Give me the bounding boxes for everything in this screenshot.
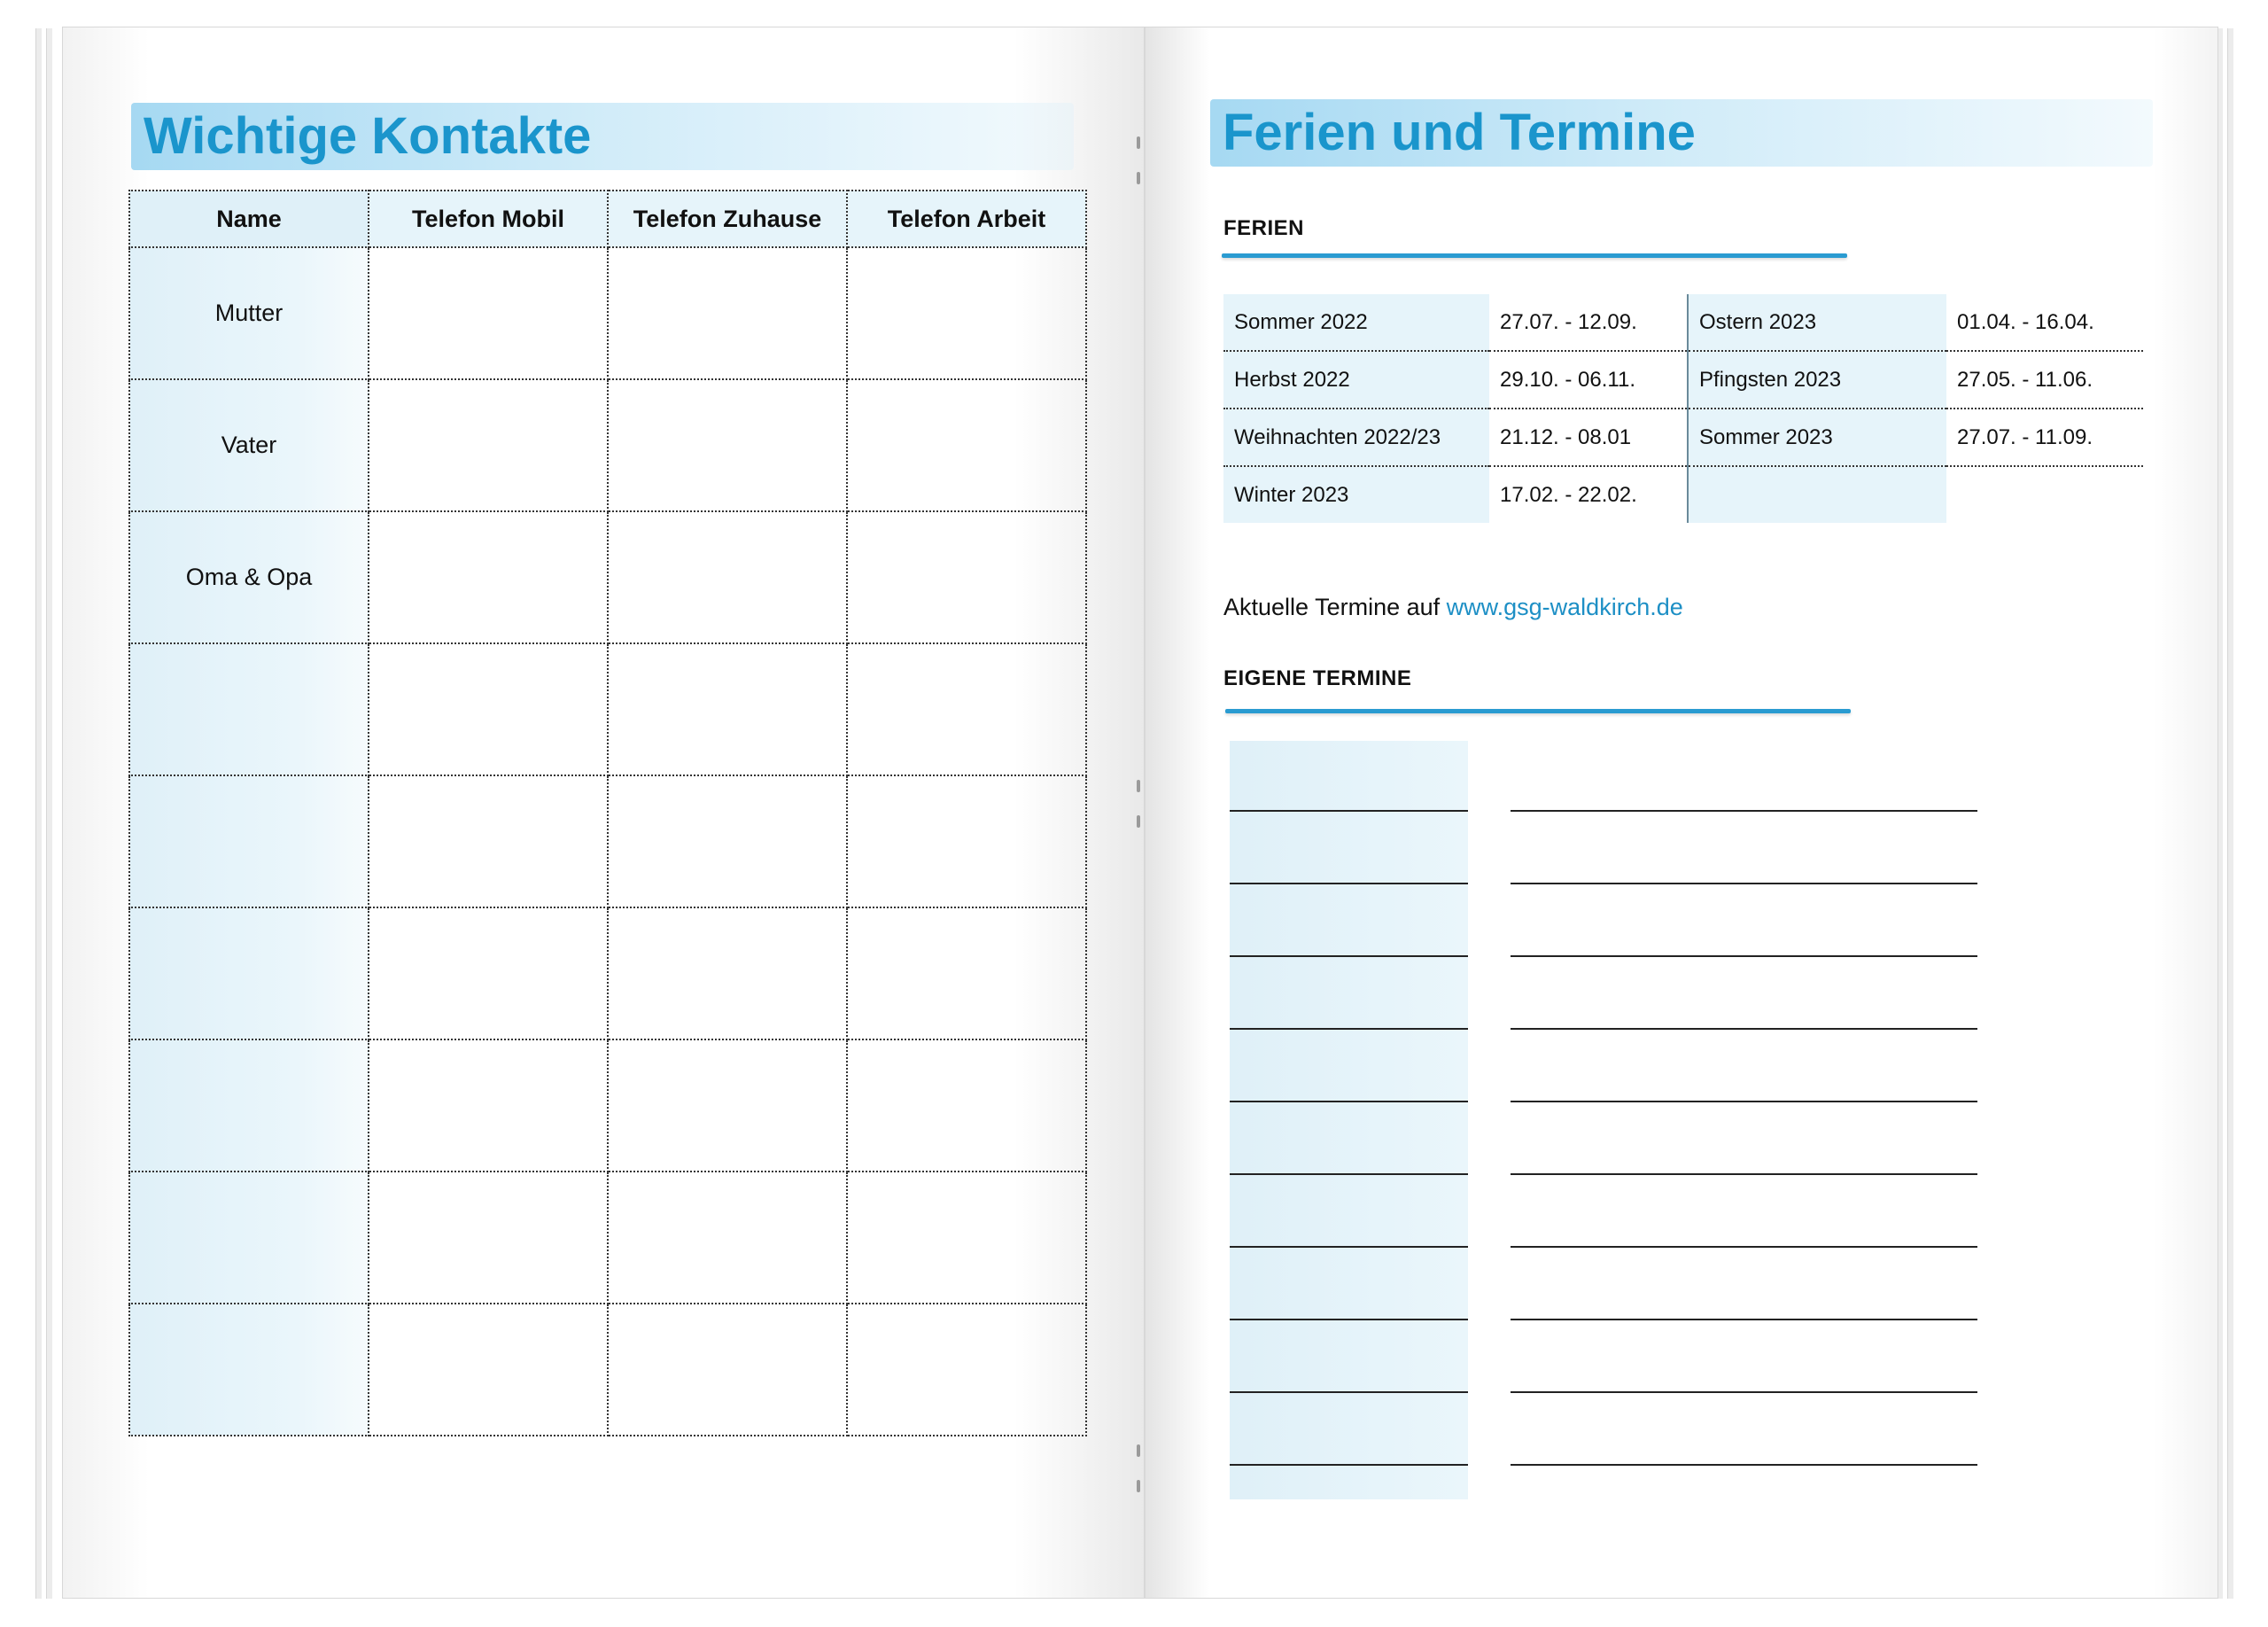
- phone-mobile-cell[interactable]: [369, 907, 608, 1039]
- entry-line[interactable]: [1511, 955, 1977, 957]
- ferien-heading: FERIEN: [1223, 216, 1305, 240]
- contact-name-cell[interactable]: [129, 1172, 369, 1304]
- phone-work-cell[interactable]: [847, 775, 1086, 907]
- eigene-termine-heading: EIGENE TERMINE: [1223, 666, 1412, 690]
- entry-line[interactable]: [1511, 1319, 1977, 1320]
- contact-name-cell: Oma & Opa: [129, 511, 369, 643]
- contact-name-cell[interactable]: [129, 643, 369, 775]
- phone-work-cell[interactable]: [847, 1172, 1086, 1304]
- ferien-table: [1223, 294, 2143, 523]
- phone-home-cell[interactable]: [608, 511, 847, 643]
- page-edge-left-inner: [46, 28, 52, 1599]
- phone-work-cell[interactable]: [847, 1304, 1086, 1436]
- table-row: [1223, 294, 2143, 351]
- phone-mobile-cell[interactable]: [369, 1172, 608, 1304]
- ferien-name: [1688, 466, 1946, 523]
- table-row: [129, 907, 1086, 1039]
- table-row: [1223, 409, 2143, 466]
- phone-home-cell[interactable]: [608, 643, 847, 775]
- ferien-name: Winter 2023: [1223, 466, 1489, 523]
- date-line[interactable]: [1230, 1028, 1468, 1030]
- date-line[interactable]: [1230, 883, 1468, 884]
- entry-line[interactable]: [1511, 810, 1977, 812]
- date-line[interactable]: [1230, 1319, 1468, 1320]
- table-row: [129, 1304, 1086, 1436]
- ferien-underline: [1222, 253, 1847, 258]
- termine-link[interactable]: www.gsg-waldkirch.de: [1446, 594, 1683, 620]
- ferien-name: Pfingsten 2023: [1688, 351, 1946, 409]
- entry-line[interactable]: [1511, 1173, 1977, 1175]
- entry-line[interactable]: [1511, 1246, 1977, 1248]
- page-edge-left: [35, 28, 42, 1599]
- termine-date-column: [1230, 741, 1468, 1499]
- header-telefon-arbeit: Telefon Arbeit: [847, 191, 1086, 247]
- date-line[interactable]: [1230, 1464, 1468, 1466]
- date-line[interactable]: [1230, 1246, 1468, 1248]
- phone-work-cell[interactable]: [847, 907, 1086, 1039]
- ferien-name: Sommer 2023: [1688, 409, 1946, 466]
- contacts-title: Wichtige Kontakte: [131, 103, 1074, 170]
- contact-name-cell[interactable]: [129, 775, 369, 907]
- ferien-name: Sommer 2022: [1223, 294, 1489, 351]
- phone-home-cell[interactable]: [608, 775, 847, 907]
- staple-mark: [1137, 1480, 1140, 1492]
- table-row: [1223, 466, 2143, 523]
- ferien-termine-title: Ferien und Termine: [1210, 99, 2153, 167]
- phone-home-cell[interactable]: [608, 1304, 847, 1436]
- staple-mark: [1137, 815, 1140, 828]
- phone-work-cell[interactable]: [847, 247, 1086, 379]
- phone-mobile-cell[interactable]: [369, 1304, 608, 1436]
- table-row: [129, 775, 1086, 907]
- ferien-date: 27.05. - 11.06.: [1946, 351, 2143, 409]
- date-line[interactable]: [1230, 810, 1468, 812]
- table-row: [129, 379, 1086, 511]
- header-name: Name: [129, 191, 369, 247]
- header-telefon-mobil: Telefon Mobil: [369, 191, 608, 247]
- table-row: [129, 1172, 1086, 1304]
- phone-work-cell[interactable]: [847, 1039, 1086, 1172]
- date-line[interactable]: [1230, 1101, 1468, 1102]
- staple-mark: [1137, 136, 1140, 149]
- table-row: [129, 643, 1086, 775]
- ferien-name: Weihnachten 2022/23: [1223, 409, 1489, 466]
- ferien-date: 27.07. - 12.09.: [1489, 294, 1688, 351]
- ferien-date: 29.10. - 06.11.: [1489, 351, 1688, 409]
- entry-line[interactable]: [1511, 1101, 1977, 1102]
- staple-mark: [1137, 780, 1140, 792]
- page-edge-right-inner: [2227, 28, 2233, 1599]
- contact-name-cell: Mutter: [129, 247, 369, 379]
- contacts-table: [128, 190, 1087, 1436]
- phone-mobile-cell[interactable]: [369, 775, 608, 907]
- termine-info: [1223, 594, 1683, 621]
- table-header-row: [129, 191, 1086, 247]
- ferien-date: [1946, 466, 2143, 523]
- phone-home-cell[interactable]: [608, 1039, 847, 1172]
- phone-home-cell[interactable]: [608, 247, 847, 379]
- ferien-name: Ostern 2023: [1688, 294, 1946, 351]
- contact-name-cell[interactable]: [129, 1039, 369, 1172]
- staple-mark: [1137, 1444, 1140, 1457]
- table-row: [1223, 351, 2143, 409]
- ferien-date: 21.12. - 08.01: [1489, 409, 1688, 466]
- contact-name-cell[interactable]: [129, 1304, 369, 1436]
- ferien-name: Herbst 2022: [1223, 351, 1489, 409]
- eigene-termine-underline: [1225, 709, 1851, 713]
- header-telefon-zuhause: Telefon Zuhause: [608, 191, 847, 247]
- phone-work-cell[interactable]: [847, 643, 1086, 775]
- date-line[interactable]: [1230, 1391, 1468, 1393]
- table-row: [129, 247, 1086, 379]
- termine-prefix: Aktuelle Termine auf: [1223, 594, 1447, 620]
- phone-work-cell[interactable]: [847, 511, 1086, 643]
- table-row: [129, 1039, 1086, 1172]
- entry-line[interactable]: [1511, 1391, 1977, 1393]
- entry-line[interactable]: [1511, 1028, 1977, 1030]
- phone-mobile-cell[interactable]: [369, 247, 608, 379]
- phone-mobile-cell[interactable]: [369, 1039, 608, 1172]
- ferien-date: 27.07. - 11.09.: [1946, 409, 2143, 466]
- date-line[interactable]: [1230, 955, 1468, 957]
- table-row: [129, 511, 1086, 643]
- phone-mobile-cell[interactable]: [369, 379, 608, 511]
- contact-name-cell[interactable]: [129, 907, 369, 1039]
- phone-mobile-cell[interactable]: [369, 511, 608, 643]
- ferien-date: 01.04. - 16.04.: [1946, 294, 2143, 351]
- ferien-date: 17.02. - 22.02.: [1489, 466, 1688, 523]
- date-line[interactable]: [1230, 1173, 1468, 1175]
- staple-mark: [1137, 172, 1140, 184]
- entry-line[interactable]: [1511, 1464, 1977, 1466]
- phone-mobile-cell[interactable]: [369, 643, 608, 775]
- phone-work-cell[interactable]: [847, 379, 1086, 511]
- entry-line[interactable]: [1511, 883, 1977, 884]
- phone-home-cell[interactable]: [608, 379, 847, 511]
- phone-home-cell[interactable]: [608, 907, 847, 1039]
- contact-name-cell: Vater: [129, 379, 369, 511]
- phone-home-cell[interactable]: [608, 1172, 847, 1304]
